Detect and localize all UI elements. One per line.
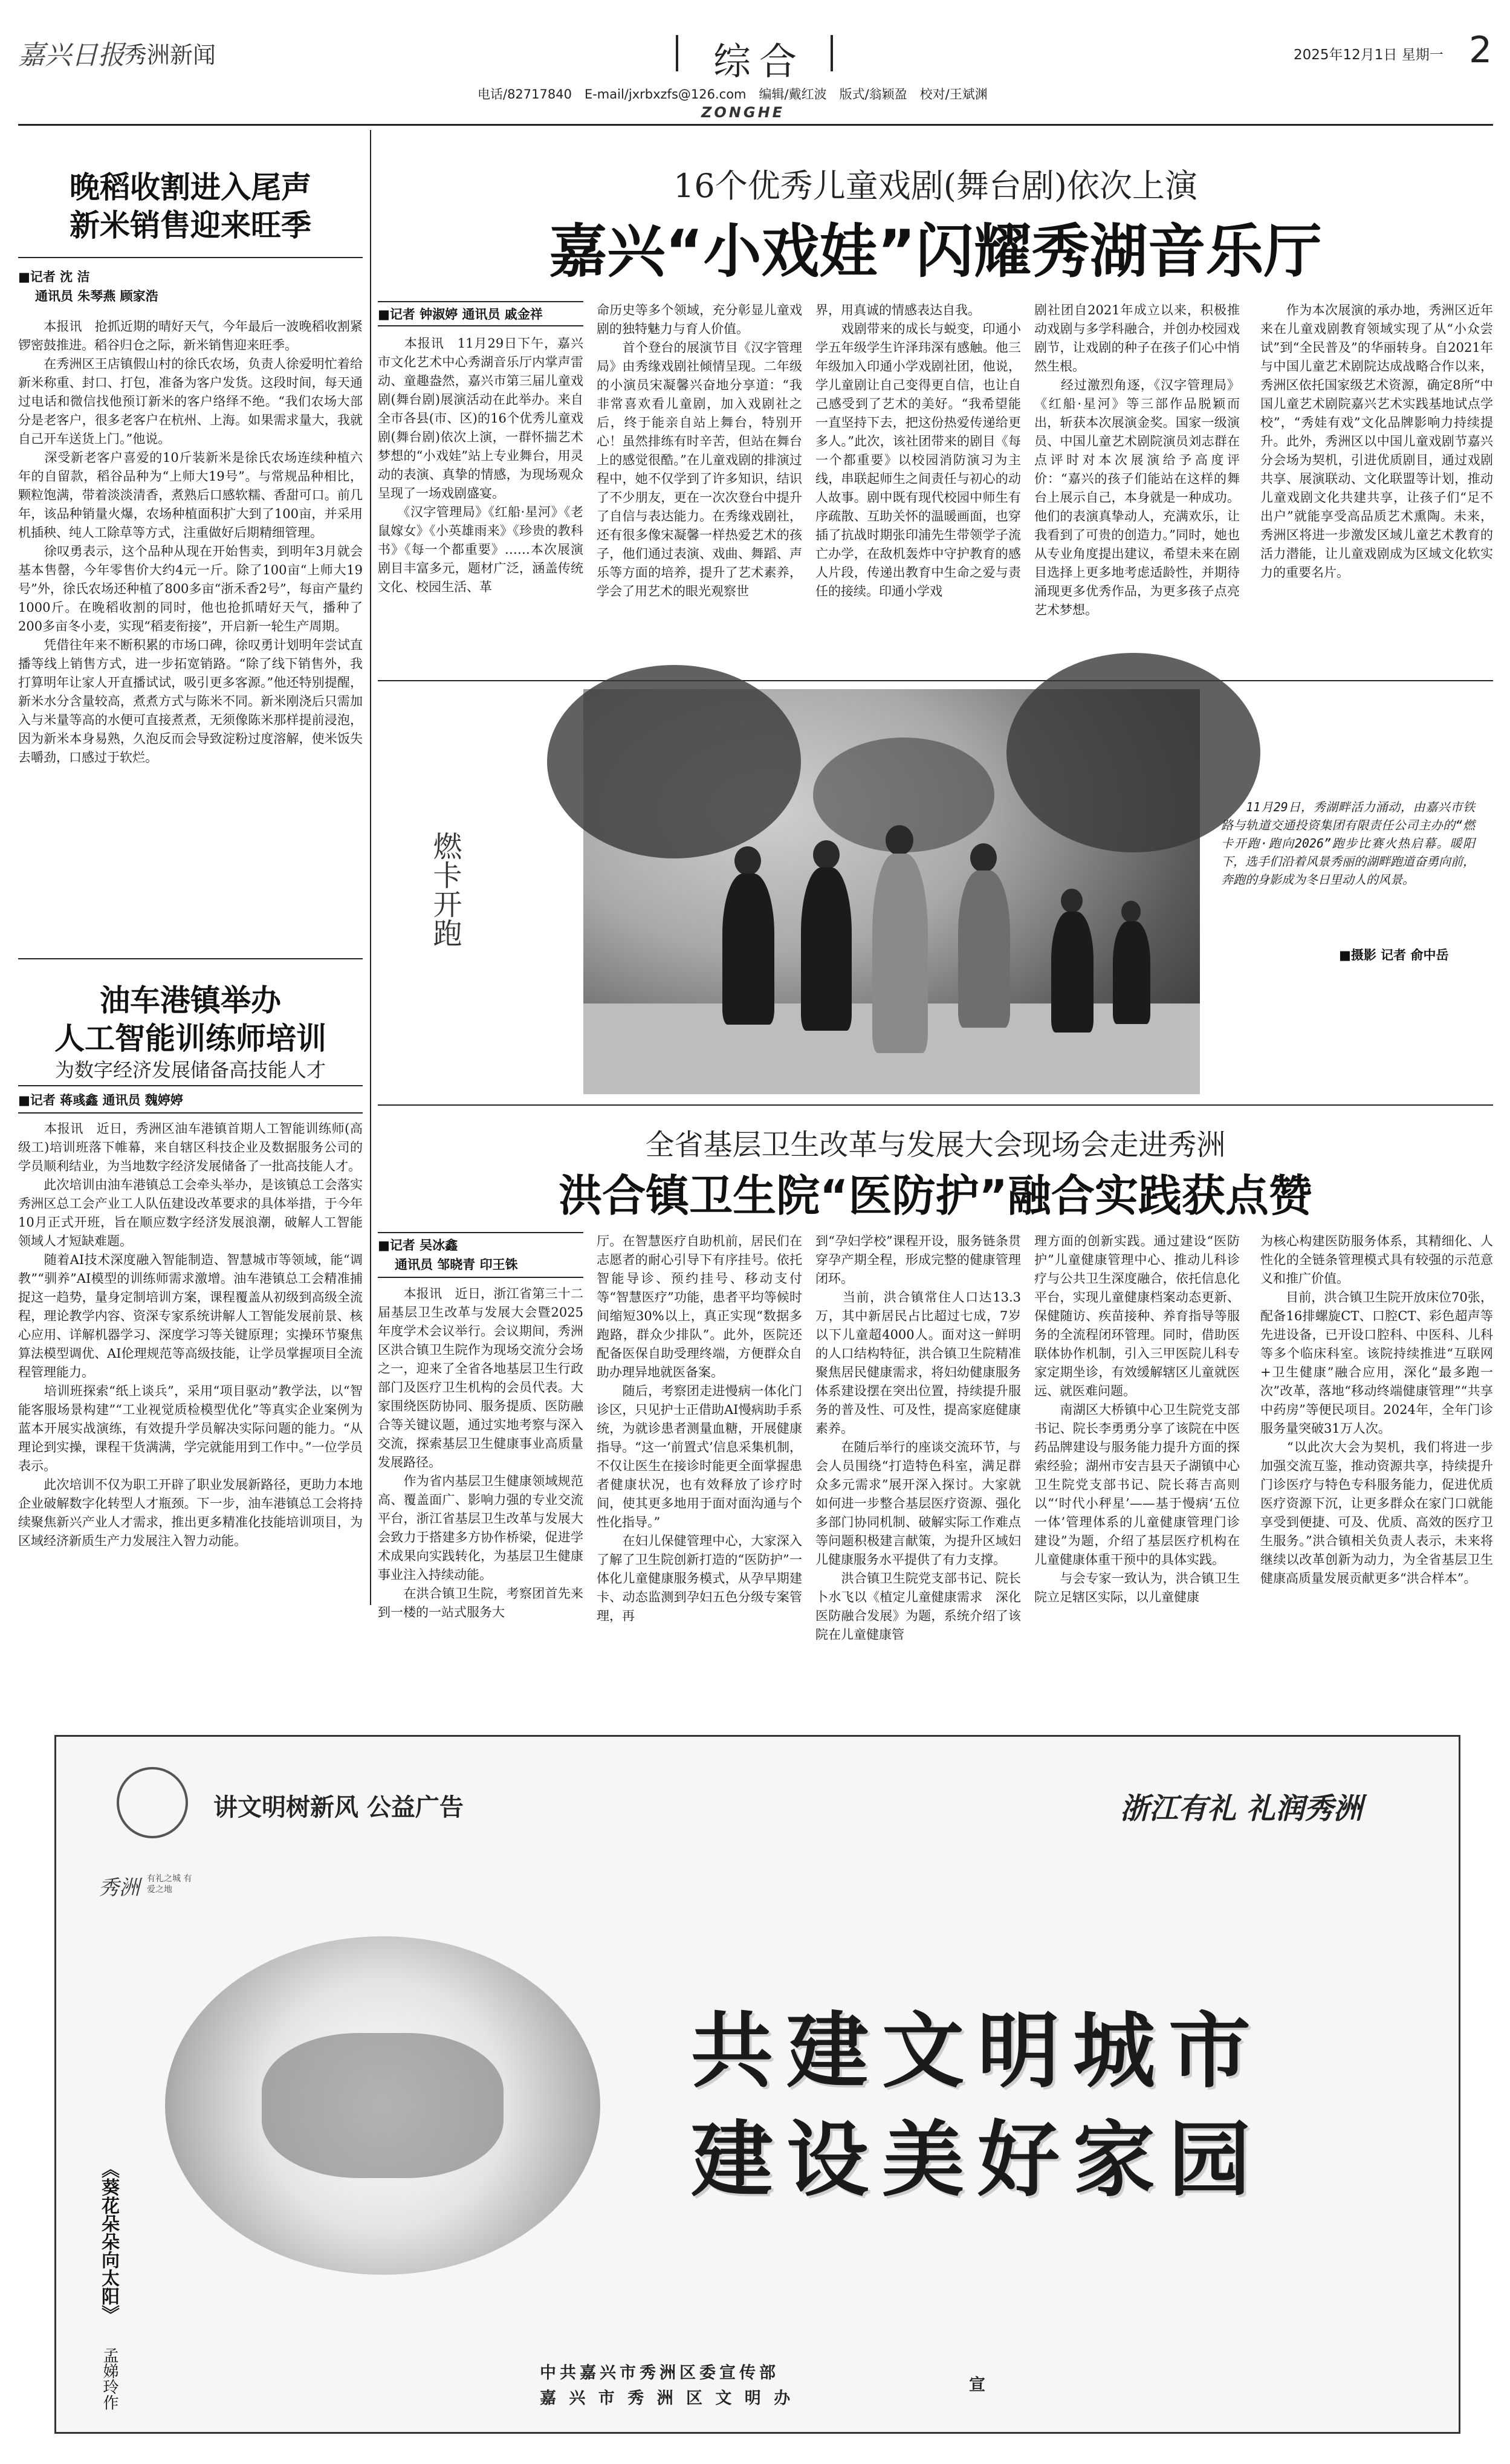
health-story: [378, 1112, 1493, 1642]
ai-subtitle: 为数字经济发展储备高技能人才: [54, 1059, 326, 1081]
runner: [1121, 901, 1141, 922]
xiuzhou-logo-sub: 有礼之城 有爱之地: [147, 1874, 192, 1895]
section-divider-left: [676, 35, 678, 71]
health-col-1: 本报讯 近日，浙江省第三十二届基层卫生改革与发展大会暨2025年度学术会议举行。会议期间，秀洲区洪合镇卫生院作为现场交流分会场之一，迎来了全省各地基层卫生行政部门及医疗卫生机构的会员代表。大家围绕医防协同、服务提质、医防融合等关键议题，通过实地考察与深入交流，探索基层卫生健康事业高质量发展路径。 作为省内基层卫生健康领域规范高、覆盖面广、影响力强的专业交流平台，浙江省基层卫生改革与发展大会致力于搭建多方协作桥梁，促进学术成果向实践转化，为基层卫生健康事业注入持续动能。 在洪合镇卫生院，考察团首先来到一楼的一站式服务大: [378, 1286, 583, 1619]
ai-body: 本报讯 近日，秀洲区油车港镇首期人工智能训练师(高级工)培训班落下帷幕，来自辖区科技企业及数据服务公司的学员顺利结业，为当地数字经济发展储备了一批高技能人才。 此次培训由油车港镇总工会牵头举办，是该镇总工会落实秀洲区总工会产业工人队伍建设改革要求的具体举措，于今年10月正式开班，旨在顺应数字经济发展浪潮，破解人工智能领域人才短缺难题。 随着AI技术深度融入智能制造、智慧城市等领域，能“调教”“驯养”AI模型的训练师需求激增。油车港镇总工会精准捕捉这一趋势，量身定制培训方案，课程覆盖从初级到高级全流程，理论教学内容、资深专家系统讲解人工智能发展前景、核心应用、详解机器学习、深度学习等关键原理；实操环节聚焦算法模型调优、AI伦理规范等高级技能，让学员掌握项目全流程管理能力。 培训班探索“纸上谈兵”，采用“项目驱动”教学法，以“智能客服场景构建”“工业视觉质检模型优化”等真实企业案例为蓝本开展实战演练，有效提升学员解决实际问题的能力。“从理论到实操，课程干货满满，学完就能用到工作中。”一位学员表示。 此次培训不仅为职工开辟了职业发展新路径，更助力本地企业破解数字化转型人才瓶颈。下一步，油车港镇总工会将持续聚焦新兴产业人才需求，推出更多精准化技能培训项目，为区域经济新质生产力发展注入智力动能。: [18, 1121, 363, 1548]
rule: [378, 301, 583, 302]
sunflower-artwork: [165, 1936, 600, 2275]
photo-credit: ■摄影 记者 俞中岳: [1339, 948, 1449, 962]
health-byline-2: 通讯员 邹晓青 印王铢: [395, 1257, 518, 1272]
contact-line: 电话/82717840 E-mail/jxrbxzfs@126.com 编辑/戴红波 版式/翁颖盈 校对/王斌渊: [478, 87, 988, 102]
ad-series-label: 讲文明树新风 公益广告: [213, 1794, 464, 1821]
photo-feature: [378, 680, 1493, 1103]
artwork-title: 《葵花朵朵向太阳》: [98, 2160, 119, 2323]
masthead: [0, 0, 1510, 121]
left-story-rice: [18, 136, 363, 949]
theatre-byline: ■记者 钟淑婷 通讯员 戚金祥: [378, 307, 543, 322]
health-byline-1: ■记者 吴冰鑫: [378, 1238, 458, 1253]
issue-date: 2025年12月1日 星期一: [1294, 47, 1444, 63]
runner: [872, 854, 928, 1053]
ai-byline: ■记者 蒋彧鑫 通讯员 魏婷婷: [18, 1093, 183, 1107]
health-col-5: 为核心构建医防服务体系，其精细化、人性化的全链条管理模式具有较强的示范意义和推广价值。 目前，洪合镇卫生院开放床位70张，配备16排螺旋CT、口腔CT、彩色超声等先进设备，已开设口腔科、中医科、儿科等多个临床科室。该院持续推进“互联网+卫生健康”融合应用，深化“最多跑一次”改革，落地“移动终端健康管理”“共享中药房”等便民项目。2024年，全年门诊服务量突破31万人次。 “以此次大会为契机，我们将进一步加强交流互鉴，推动资源共享，持续提升门诊医疗与特色专科服务能力，促进优质医疗资源下沉，让更多群众在家门口就能享受到便捷、可及、优质、高效的医疗卫生服务。”洪合镇相关负责人表示，未来将继续以改革创新为动力，为全省基层卫生健康高质量发展贡献更多“洪合样本”。: [1260, 1234, 1493, 1586]
left-story-ai: [18, 961, 363, 1608]
ai-headline-2: 人工智能训练师培训: [54, 1021, 326, 1056]
theatre-col-3: 界，用真诚的情感表达自我。 戏剧带来的成长与蜕变，印通小学五年级学生许泽玮深有感触。他三年级加入印通小学戏剧社团，他说，学儿童剧让自己变得更自信，也让自己感受到了艺术的美好。“我希望能一直坚持下去，把这份热爱传递给更多人。”此次，该社团带来的剧目《每一个都重要》以校园消防演习为主线，串联起师生之间责任与初心的动人故事。剧中既有现代校园中师生有序疏散、互助关怀的温暖画面，也穿插了抗战时期张印浦先生带领学子流亡办学，在敌机轰炸中守护教育的感人片段，传递出教育中生命之爱与责任的接续。印通小学戏: [815, 303, 1021, 598]
rule: [18, 257, 363, 258]
theatre-kicker: 16个优秀儿童戏剧(舞台剧)依次上演: [673, 167, 1197, 205]
runner: [1113, 921, 1150, 1024]
section-divider-right: [831, 35, 833, 71]
rule: [18, 1085, 363, 1086]
runner: [1061, 889, 1083, 913]
masthead-rule: [18, 124, 1493, 126]
theatre-col-4: 剧社团自2021年成立以来，积极推动戏剧与多学科融合，并创办校园戏剧节，让戏剧的种子在孩子们心中悄然生根。 经过激烈角逐，《汉字管理局》《红船·星河》等三部作品脱颖而出，斩获本次展演金奖。国家一级演员、中国儿童艺术剧院演员刘志群在点评时对本次展演给予高度评价：“嘉兴的孩子们能站在这样的舞台上展示自己，本身就是一种成功。他们的表演真挚动人，充满欢乐，让我看到了可贵的创造力。”同时，她也从专业角度提出建议，希望未来在剧目选择上更多地考虑适龄性，并期待涌现更多优秀作品，为更多孩子点亮艺术梦想。: [1034, 303, 1240, 617]
artwork-artist: 孟娣玲作: [100, 2347, 118, 2410]
health-col-3: 到“孕妇学校”课程开设，服务链条贯穿孕产期全程，形成完整的健康管理闭环。 当前，洪合镇常住人口达13.3万，其中新居民占比超过七成，7岁以下儿童超4000人。面对这一鲜明的人口结构特征，洪合镇卫生院精准聚焦居民健康需求，将妇幼健康服务体系建设摆在突出位置，持续提升服务的普及性、可及性，提高家庭健康素养。 在随后举行的座谈交流环节，与会人员围绕“打造特色科室，满足群众多元需求”展开深入探讨。大家就如何进一步整合基层医疗资源、强化多部门协同机制、破解实际工作难点等问题积极建言献策，为提升区域妇儿健康服务水平提供了有力支撑。 洪合镇卫生院党支部书记、院长卜水飞以《植定儿童健康需求 深化医防融合发展》为题，系统介绍了该院在儿童健康管: [815, 1234, 1021, 1642]
rule: [378, 325, 583, 326]
tree-shape: [547, 665, 801, 858]
ad-line-1: 共建文明城市: [691, 2004, 1264, 2099]
section-pinyin: ZONGHE: [701, 104, 785, 121]
ad-sponsor-2: 嘉 兴 市 秀 洲 区 文 明 办: [540, 2389, 794, 2408]
edition-name: 秀洲新闻: [124, 42, 216, 68]
page-number: 2: [1469, 29, 1492, 71]
runner: [722, 874, 774, 1025]
runner: [958, 871, 1010, 1028]
photo-vertical-title: 燃卡开跑: [428, 831, 462, 947]
rice-headline-1: 晚稻收割进入尾声: [70, 170, 311, 205]
rice-byline-2: 通讯员 朱琴燕 顾家浩: [35, 289, 158, 303]
column-divider: [370, 130, 371, 1605]
public-service-ad: [54, 1735, 1460, 2434]
ai-headline-1: 油车港镇举办: [100, 983, 281, 1018]
brand-logo: 嘉兴日报: [18, 40, 125, 71]
runner: [970, 843, 997, 872]
ad-emblem: [117, 1767, 188, 1838]
theatre-headline: 嘉兴“小戏娃”闪耀秀湖音乐厅: [549, 218, 1322, 285]
health-col-4: 理方面的创新实践。通过建设“医防护”儿童健康管理中心、推动儿科诊疗与公共卫生深度融合，依托信息化平台，实现儿童健康档案动态更新、保健随访、疾苗接种、养育指导等服务的全流程闭环管理。同时，借助医联体协作机制，引入三甲医院儿科专家定期坐诊，有效缓解辖区儿童就医远、就医难问题。 南湖区大桥镇中心卫生院党支部书记、院长李勇勇分享了该院在中医药品牌建设与服务能力提升方面的探索经验；湖州市安吉县天子湖镇中心卫生院党支部书记、院长蒋吉高则以“‘时代小秤星’——基于慢病‘五位一体’管理体系的儿童健康管理门诊建设”为题，介绍了基层医疗机构在儿童健康体重干预中的具体实践。 与会专家一致认为，洪合镇卫生院立足辖区实际，以儿童健康: [1034, 1234, 1240, 1604]
theatre-col-2: 命历史等多个领域，充分彰显儿童戏剧的独特魅力与育人价值。 首个登台的展演节目《汉字管理局》由秀缘戏剧社倾情呈现。二年级的小演员宋凝馨兴奋地分享道：“我非常喜欢看儿童剧，加入戏剧社之后，终于能亲自站上舞台，特别开心！虽然排练有时辛苦，但站在舞台上的感觉很酷。”在儿童戏剧的排演过程中，她不仅学到了许多知识，结识了不少朋友，更在一次次登台中提升了自信与表达能力。在秀缘戏剧社，还有很多像宋凝馨一样热爱艺术的孩子，他们通过表演、戏曲、舞蹈、声乐等方面的培养，提升了艺术素养，学会了用艺术的眼光观察世: [597, 303, 802, 598]
runner: [734, 846, 761, 875]
rice-headline-2: 新米销售迎来旺季: [70, 208, 311, 243]
ad-slogan-right: 浙江有礼 礼润秀洲: [1120, 1792, 1363, 1826]
health-headline: 洪合镇卫生院“医防护”融合实践获点赞: [559, 1170, 1312, 1221]
runner: [801, 867, 852, 1031]
theatre-col-1: 本报讯 11月29日下午，嘉兴市文化艺术中心秀湖音乐厅内掌声雷动、童趣盎然，嘉兴市第三届儿童戏剧(舞台剧)展演活动在此举办。来自全市各县(市、区)的16个优秀儿童戏剧(舞台剧)依次上演，一群怀揣艺术梦想的“小戏娃”站上专业舞台，用灵动的表演、真挚的情感，为现场观众呈现了一场戏剧盛宴。 《汉字管理局》《红船·星河》《老鼠嫁女》《小英雄雨来》《珍贵的教科书》《每一个都重要》……本次展演剧目丰富多元，题材广泛，涵盖传统文化、校园生活、革: [378, 336, 583, 594]
rule: [378, 1232, 583, 1233]
runner: [1051, 912, 1094, 1033]
running-photo: [583, 689, 1200, 1094]
artwork-bikes: [262, 2033, 504, 2178]
runner: [886, 825, 913, 855]
section-title: 综合: [713, 39, 806, 83]
rice-body: 本报讯 抢抓近期的晴好天气，今年最后一波晚稻收割紧锣密鼓推进。稻谷归仓之际，新米销售迎来旺季。 在秀洲区王店镇假山村的徐氏农场，负责人徐爱明忙着给新米称重、封口、打包，准备为客户发货。这段时间，每天通过电话和微信找他预订新米的客户络绎不绝。“我们农场大部分是老客户，很多老客户在杭州、上海。如果需求量大，我就自己开车送货上门。”他说。 深受新老客户喜爱的10斤装新米是徐氏农场连续种植六年的自留款，稻谷品种为“上师大19号”。与常规品种相比，颗粒饱满，带着淡淡清香，煮熟后口感软糯、香甜可口。前几年，该品种销量火爆，农场种植面积扩大到了100亩，并采用机插秧、纯人工除草等方式，注重做好后期精细管理。 徐叹勇表示，这个品种从现在开始售卖，到明年3月就会基本售罄，今年零售价大约4元一斤。除了100亩“上师大19号”外，徐氏农场还种植了800多亩“浙禾香2号”，每亩产量约1000斤。在晚稻收割的同时，他也抢抓晴好天气，播种了200多亩冬小麦，实现“稻麦衔接”，开启新一轮生产周期。 凭借往年来不断积累的市场口碑，徐叹勇计划明年尝试直播等线上销售方式，进一步拓宽销路。“除了线下销售外，我打算明年让家人开直播试试，吸引更多客源。”他还特别提醒，新米水分含量较高，煮煮方式与陈米不同。新米刚浇后只需加入与米量等高的水便可直接煮煮，无须像陈米那样提前浸泡，因为新米本身易熟，久泡反而会导致淀粉过度溶解，使米饭失去嚼劲，口感过于软烂。: [18, 319, 363, 765]
theatre-col-5: 作为本次展演的承办地，秀洲区近年来在儿童戏剧教育领域实现了从“小众尝试”到“全民普及”的华丽转身。自2021年与中国儿童艺术剧院达成战略合作以来，秀洲区依托国家级艺术资源，确定8所“中国儿童艺术剧院嘉兴艺术实践基地试点学校”，“秀娃有戏”文化品牌影响力持续提升。此外，秀洲区以中国儿童戏剧节嘉兴分会场为契机，引进优质剧目，通过戏剧共享、展演联动、文化联盟等计划，推动儿童戏剧文化共建共享，让孩子们“足不出户”就能享受高品质艺术熏陶。未来，秀洲区将进一步激发区域儿童艺术教育的活力潜能，让儿童戏剧成为区域文化软实力的重要名片。: [1260, 303, 1493, 580]
theatre-story: [378, 130, 1493, 662]
health-kicker: 全省基层卫生改革与发展大会现场会走进秀洲: [645, 1128, 1226, 1162]
xiuzhou-logo: 秀洲: [99, 1876, 140, 1900]
photo-caption: 11月29日，秀湖畔活力涌动，由嘉兴市铁路与轨道交通投资集团有限责任公司主办的“燃卡开跑·跑向2026”跑步比赛火热启幕。暖阳下，选手们沿着风景秀丽的湖畔跑道奋勇向前，奔跑的身影成为冬日里动人的风景。: [1221, 800, 1475, 887]
rule: [378, 1277, 583, 1278]
rule: [18, 1112, 363, 1114]
ad-sponsor-suffix: 宣: [969, 2376, 985, 2394]
rule: [18, 958, 363, 959]
runner: [813, 840, 840, 869]
ad-sponsor-1: 中共嘉兴市秀洲区委宣传部: [540, 2364, 779, 2382]
rice-byline-1: ■记者 沈 洁: [18, 270, 90, 284]
ad-line-2: 建设美好家园: [691, 2113, 1264, 2208]
health-col-2: 厅。在智慧医疗自助机前，居民们在志愿者的耐心引导下有序挂号。依托智能导诊、预约挂号、移动支付等“智慧医疗”功能，患者平均等候时间缩短30%以上，真正实现“数据多跑路，群众少排队”。此外，医院还配备医保自助受理终端，方便群众自助办理异地就医备案。 随后，考察团走进慢病一体化门诊区，只见护士正借助AI慢病助手系统，为就诊患者测量血糖，开展健康指导。“这一‘前置式’信息采集机制，不仅让医生在接诊时能更全面掌握患者健康状况，也有效释放了诊疗时间，使其更多地用于面对面沟通与个性化指导。” 在妇儿保健管理中心，大家深入了解了卫生院创新打造的“医防护”一体化儿童健康服务模式，从孕早期建卡、动态监测到孕妇五色分级专案管理，再: [597, 1234, 802, 1623]
